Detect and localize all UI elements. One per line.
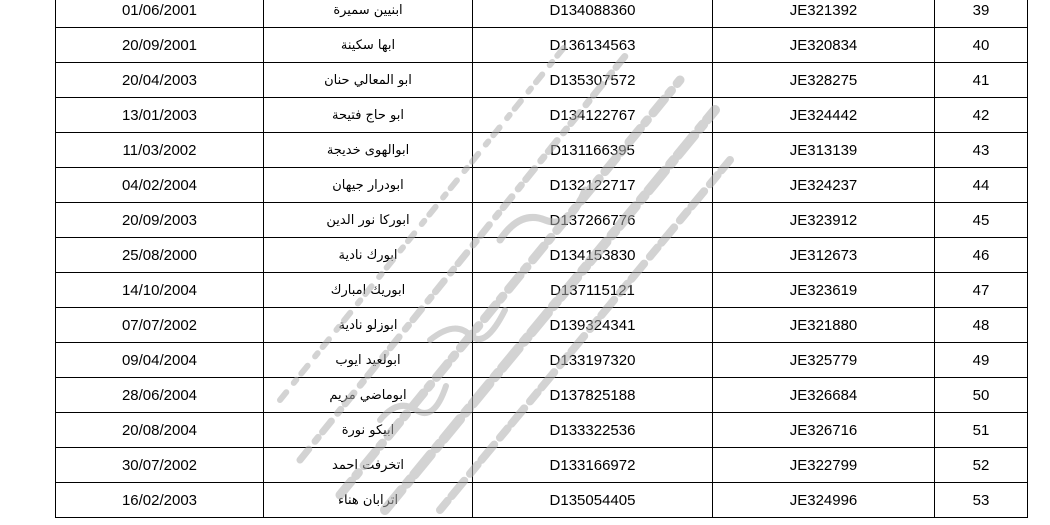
- birth-date-cell: 20/04/2003: [56, 63, 264, 98]
- full-name-cell: ابوركا نور الدين: [264, 203, 473, 238]
- national-id-cell: D137266776: [473, 203, 713, 238]
- national-id-cell: D134153830: [473, 238, 713, 273]
- registration-code-cell: JE321392: [713, 0, 935, 28]
- full-name-cell: ابيكو نورة: [264, 413, 473, 448]
- full-name-cell: ابولعيد ايوب: [264, 343, 473, 378]
- full-name-cell: ابنيين سميرة: [264, 0, 473, 28]
- registration-code-cell: JE312673: [713, 238, 935, 273]
- row-number-cell: 51: [935, 413, 1028, 448]
- national-id-cell: D132122717: [473, 168, 713, 203]
- birth-date-cell: 07/07/2002: [56, 308, 264, 343]
- national-id-cell: D133166972: [473, 448, 713, 483]
- full-name-cell: ابها سكينة: [264, 28, 473, 63]
- row-number-cell: 50: [935, 378, 1028, 413]
- table-row: [56, 413, 1028, 448]
- registration-code-cell: JE324442: [713, 98, 935, 133]
- table-row: [56, 273, 1028, 308]
- registration-code-cell: JE324237: [713, 168, 935, 203]
- national-id-cell: D133322536: [473, 413, 713, 448]
- table-row: [56, 448, 1028, 483]
- birth-date-cell: 09/04/2004: [56, 343, 264, 378]
- registration-code-cell: JE326716: [713, 413, 935, 448]
- birth-date-cell: 14/10/2004: [56, 273, 264, 308]
- full-name-cell: ابوريك امبارك: [264, 273, 473, 308]
- birth-date-cell: 20/08/2004: [56, 413, 264, 448]
- birth-date-cell: 13/01/2003: [56, 98, 264, 133]
- row-number-cell: 44: [935, 168, 1028, 203]
- row-number-cell: 47: [935, 273, 1028, 308]
- table-row: [56, 203, 1028, 238]
- national-id-cell: D134122767: [473, 98, 713, 133]
- row-number-cell: 42: [935, 98, 1028, 133]
- birth-date-cell: 01/06/2001: [56, 0, 264, 28]
- registration-code-cell: JE320834: [713, 28, 935, 63]
- full-name-cell: ابوزلو نادية: [264, 308, 473, 343]
- registration-code-cell: JE326684: [713, 378, 935, 413]
- row-number-cell: 45: [935, 203, 1028, 238]
- table-row: [56, 133, 1028, 168]
- full-name-cell: ابوالهوى خديجة: [264, 133, 473, 168]
- table-row: [56, 343, 1028, 378]
- full-name-cell: اترابان هناء: [264, 483, 473, 518]
- national-id-cell: D136134563: [473, 28, 713, 63]
- registration-code-cell: JE322799: [713, 448, 935, 483]
- table-row: [56, 98, 1028, 133]
- full-name-cell: اتخرفت احمد: [264, 448, 473, 483]
- national-id-cell: D137825188: [473, 378, 713, 413]
- birth-date-cell: 25/08/2000: [56, 238, 264, 273]
- national-id-cell: D133197320: [473, 343, 713, 378]
- row-number-cell: 41: [935, 63, 1028, 98]
- full-name-cell: ابوماضي مريم: [264, 378, 473, 413]
- birth-date-cell: 28/06/2004: [56, 378, 264, 413]
- candidates-table: [55, 0, 1028, 518]
- row-number-cell: 49: [935, 343, 1028, 378]
- birth-date-cell: 16/02/2003: [56, 483, 264, 518]
- full-name-cell: ابو المعالي حنان: [264, 63, 473, 98]
- registration-code-cell: JE325779: [713, 343, 935, 378]
- row-number-cell: 48: [935, 308, 1028, 343]
- registration-code-cell: JE324996: [713, 483, 935, 518]
- registration-code-cell: JE323619: [713, 273, 935, 308]
- birth-date-cell: 04/02/2004: [56, 168, 264, 203]
- row-number-cell: 53: [935, 483, 1028, 518]
- table-row: [56, 308, 1028, 343]
- birth-date-cell: 20/09/2003: [56, 203, 264, 238]
- birth-date-cell: 20/09/2001: [56, 28, 264, 63]
- full-name-cell: ابودرار جيهان: [264, 168, 473, 203]
- registration-code-cell: JE321880: [713, 308, 935, 343]
- national-id-cell: D139324341: [473, 308, 713, 343]
- table-row: [56, 28, 1028, 63]
- registration-code-cell: JE323912: [713, 203, 935, 238]
- row-number-cell: 43: [935, 133, 1028, 168]
- full-name-cell: ابورك نادية: [264, 238, 473, 273]
- registration-code-cell: JE313139: [713, 133, 935, 168]
- candidates-table-body: [56, 0, 1028, 518]
- table-row: [56, 483, 1028, 518]
- national-id-cell: D135054405: [473, 483, 713, 518]
- birth-date-cell: 30/07/2002: [56, 448, 264, 483]
- row-number-cell: 39: [935, 0, 1028, 28]
- row-number-cell: 46: [935, 238, 1028, 273]
- row-number-cell: 52: [935, 448, 1028, 483]
- national-id-cell: D134088360: [473, 0, 713, 28]
- row-number-cell: 40: [935, 28, 1028, 63]
- table-row: [56, 378, 1028, 413]
- national-id-cell: D137115121: [473, 273, 713, 308]
- table-row: [56, 63, 1028, 98]
- registration-code-cell: JE328275: [713, 63, 935, 98]
- table-row: [56, 168, 1028, 203]
- national-id-cell: D131166395: [473, 133, 713, 168]
- table-row: [56, 0, 1028, 28]
- birth-date-cell: 11/03/2002: [56, 133, 264, 168]
- full-name-cell: ابو حاج فتيحة: [264, 98, 473, 133]
- table-row: [56, 238, 1028, 273]
- national-id-cell: D135307572: [473, 63, 713, 98]
